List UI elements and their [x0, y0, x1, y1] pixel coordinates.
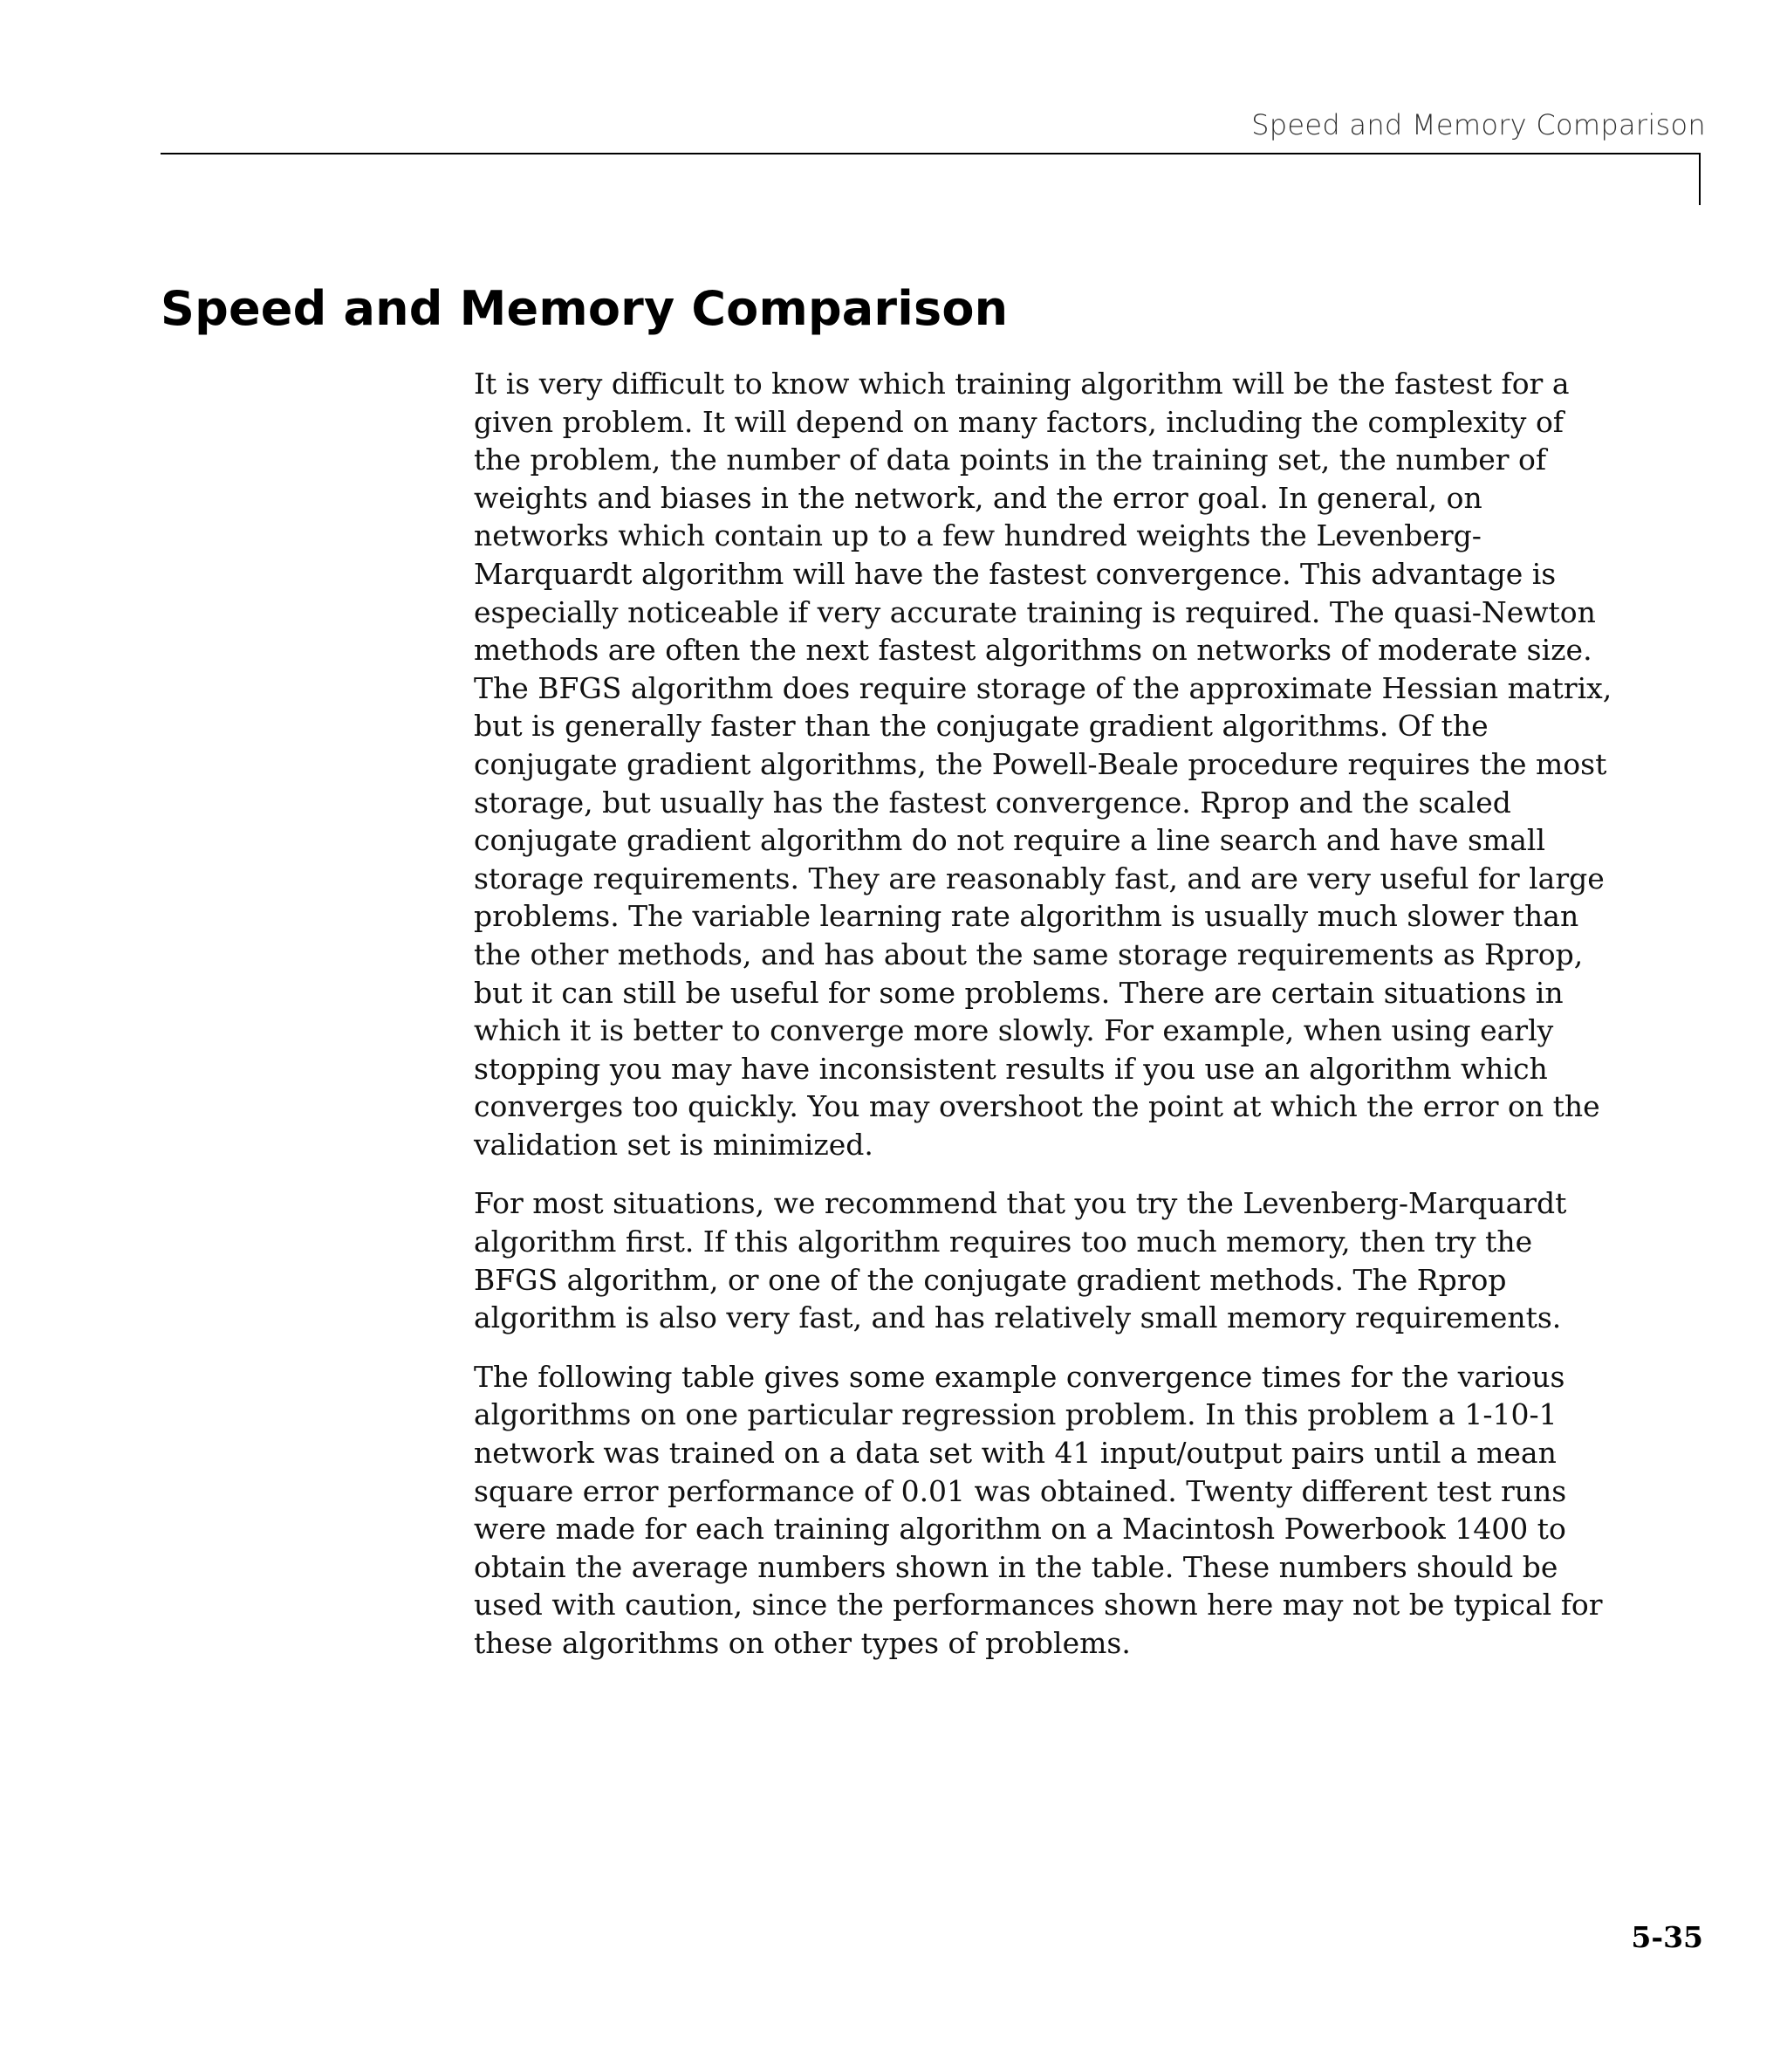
- section-title: Speed and Memory Comparison: [161, 281, 1009, 336]
- header-rule: [161, 153, 1701, 154]
- page-number: 5-35: [1631, 1920, 1703, 1954]
- header-rule-tick: [1699, 153, 1701, 205]
- paragraph: The following table gives some example convergence times for the various algorithms on one particular regression problem. In this problem a 1-10-1 network was trained on a data set with 41 input/output pairs until a mean square error performance of 0.01 was obtained. Twenty different test runs were made for each training algorithm on a Macintosh Powerbook 1400 to obtain the average numbers shown in the table. These numbers should be used with caution, since the performances shown here may not be typical for these algorithms on other types of problems.: [474, 1359, 1603, 1660]
- body-text: [474, 365, 1617, 1684]
- running-header: Speed and Memory Comparison: [1251, 108, 1706, 141]
- paragraph: It is very difficult to know which training algorithm will be the fastest for a given problem. It will depend on many factors, including the complexity of the problem, the number of data points in the training set, the number of weights and biases in the network, and the error goal. In general, on networks which contain up to a few hundred weights the Levenberg-Marquardt algorithm will have the fastest convergence. This advantage is especially noticeable if very accurate training is required. The quasi-Newton methods are often the next fastest algorithms on networks of moderate size. The BFGS algorithm does require storage of the approximate Hessian matrix, but is generally faster than the conjugate gradient algorithms. Of the conjugate gradient algorithms, the Powell-Beale procedure requires the most storage, but usually has the fastest convergence. Rprop and the scaled conjugate gradient algorithm do not require a line search and have small storage requirements. They are reasonably fast, and are very useful for large problems. The variable learning rate algorithm is usually much slower than the other methods, and has about the same storage requirements as Rprop, but it can still be useful for some problems. There are certain situations in which it is better to converge more slowly. For example, when using early stopping you may have inconsistent results if you use an algorithm which converges too quickly. You may overshoot the point at which the error on the validation set is minimized.: [474, 367, 1612, 1162]
- paragraph: For most situations, we recommend that you try the Levenberg-Marquardt algorithm first. If this algorithm requires too much memory, then try the BFGS algorithm, or one of the conjugate gradient methods. The Rprop algorithm is also very fast, and has relatively small memory requirements.: [474, 1186, 1567, 1335]
